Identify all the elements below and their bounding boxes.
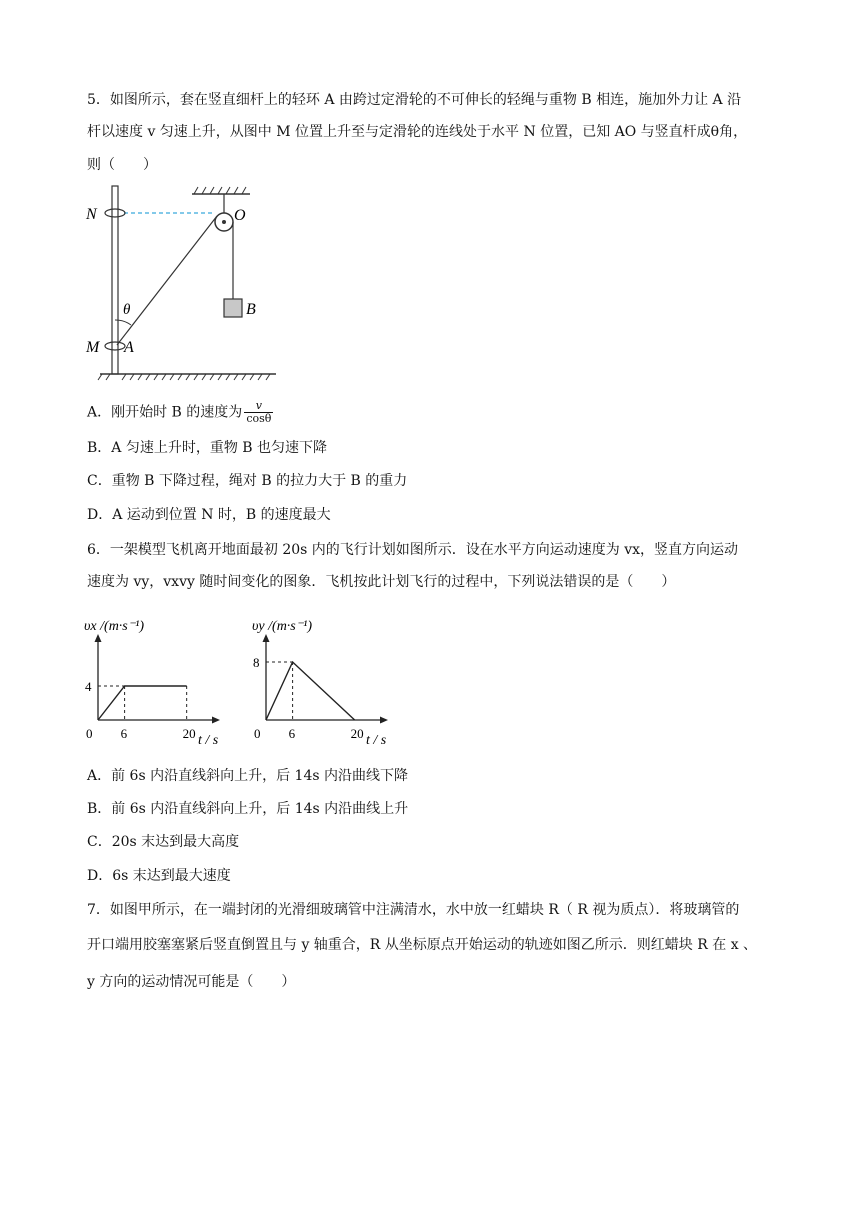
label-m: M (86, 339, 100, 356)
q6-option-b: B．前 6s 内沿直线斜向上升，后 14s 内沿曲线上升 (87, 801, 409, 817)
y-tick-label: 8 (253, 655, 260, 670)
q5-option-c: C．重物 B 下降过程，绳对 B 的拉力大于 B 的重力 (87, 473, 408, 489)
x-tick-label: 6 (288, 726, 296, 741)
q6-line-1: 6．一架模型飞机离开地面最初 20s 内的飞行计划如图所示．设在水平方向运动速度为 vx，竖直方向运动 (87, 542, 739, 558)
q5-line-1: 5．如图所示，套在竖直细杆上的轻环 A 由跨过定滑轮的不可伸长的轻绳与重物 B 相连，施加外力让 A 沿 (87, 92, 742, 108)
x-tick-label: 20 (350, 726, 364, 741)
vx-chart-xlabel: t / s (198, 733, 219, 748)
q5-option-d: D．A 运动到位置 N 时，B 的速度最大 (87, 507, 331, 523)
vy-chart-xlabel: t / s (366, 733, 387, 748)
x-tick-label: 0 (86, 726, 93, 741)
series-line (266, 662, 355, 720)
q6-line-2: 速度为 vy，vxvy 随时间变化的图象．飞机按此计划飞行的过程中，下列说法错误的是（ ） (87, 574, 676, 590)
q7-line-1: 7．如图甲所示，在一端封闭的光滑细玻璃管中注满清水，水中放一红蜡块 R（ R 视为质点）．将玻璃管的 (87, 902, 740, 918)
ground-hatch (98, 374, 270, 380)
label-a: A (124, 339, 134, 356)
block-b (224, 299, 242, 317)
y-tick-label: 4 (85, 679, 92, 694)
q5-option-a (87, 400, 273, 425)
fraction-denominator: cosθ (246, 412, 272, 425)
label-o: O (234, 207, 246, 224)
vy-chart-ylabel: υy /(m·s⁻¹) (252, 619, 312, 634)
pulley-axle (222, 220, 226, 224)
vy-time-chart (248, 612, 408, 752)
x-axis-arrow (212, 717, 220, 724)
q6-option-d: D．6s 末达到最大速度 (87, 868, 231, 884)
vx-time-chart (80, 612, 240, 752)
fraction-numerator: v (244, 400, 273, 413)
q7-line-3: y 方向的运动情况可能是（ ） (87, 974, 296, 990)
q6-option-a: A．前 6s 内沿直线斜向上升，后 14s 内沿曲线下降 (87, 768, 409, 784)
ceiling-hatch (194, 187, 246, 194)
q6-option-c: C．20s 末达到最大高度 (87, 834, 240, 850)
q7-line-2: 开口端用胶塞塞紧后竖直倒置且与 y 轴重合，R 从坐标原点开始运动的轨迹如图乙所示．则红蜡块 R 在 x 、 (87, 937, 758, 953)
q5-line-2: 杆以速度 v 匀速上升，从图中 M 位置上升至与定滑轮的连线处于水平 N 位置，已知 AO 与竖直杆成θ角， (87, 124, 748, 140)
vx-chart-ylabel: υx /(m·s⁻¹) (84, 619, 144, 634)
x-tick-label: 0 (254, 726, 261, 741)
q5-figure (86, 182, 286, 382)
q5-option-a-text: A．刚开始时 B 的速度为 (87, 404, 243, 421)
q5-option-b: B．A 匀速上升时，重物 B 也匀速下降 (87, 440, 328, 456)
label-n: N (86, 206, 97, 223)
y-axis-arrow (95, 634, 102, 642)
series-line (98, 686, 187, 720)
rope-ao (117, 216, 217, 345)
label-theta: θ (123, 302, 131, 318)
y-axis-arrow (263, 634, 270, 642)
vertical-rod (112, 186, 118, 374)
label-b: B (246, 301, 256, 318)
x-axis-arrow (380, 717, 388, 724)
q5-option-a-fraction (244, 400, 273, 425)
x-tick-label: 6 (120, 726, 128, 741)
x-tick-label: 20 (182, 726, 196, 741)
q5-line-3: 则（ ） (87, 157, 157, 173)
